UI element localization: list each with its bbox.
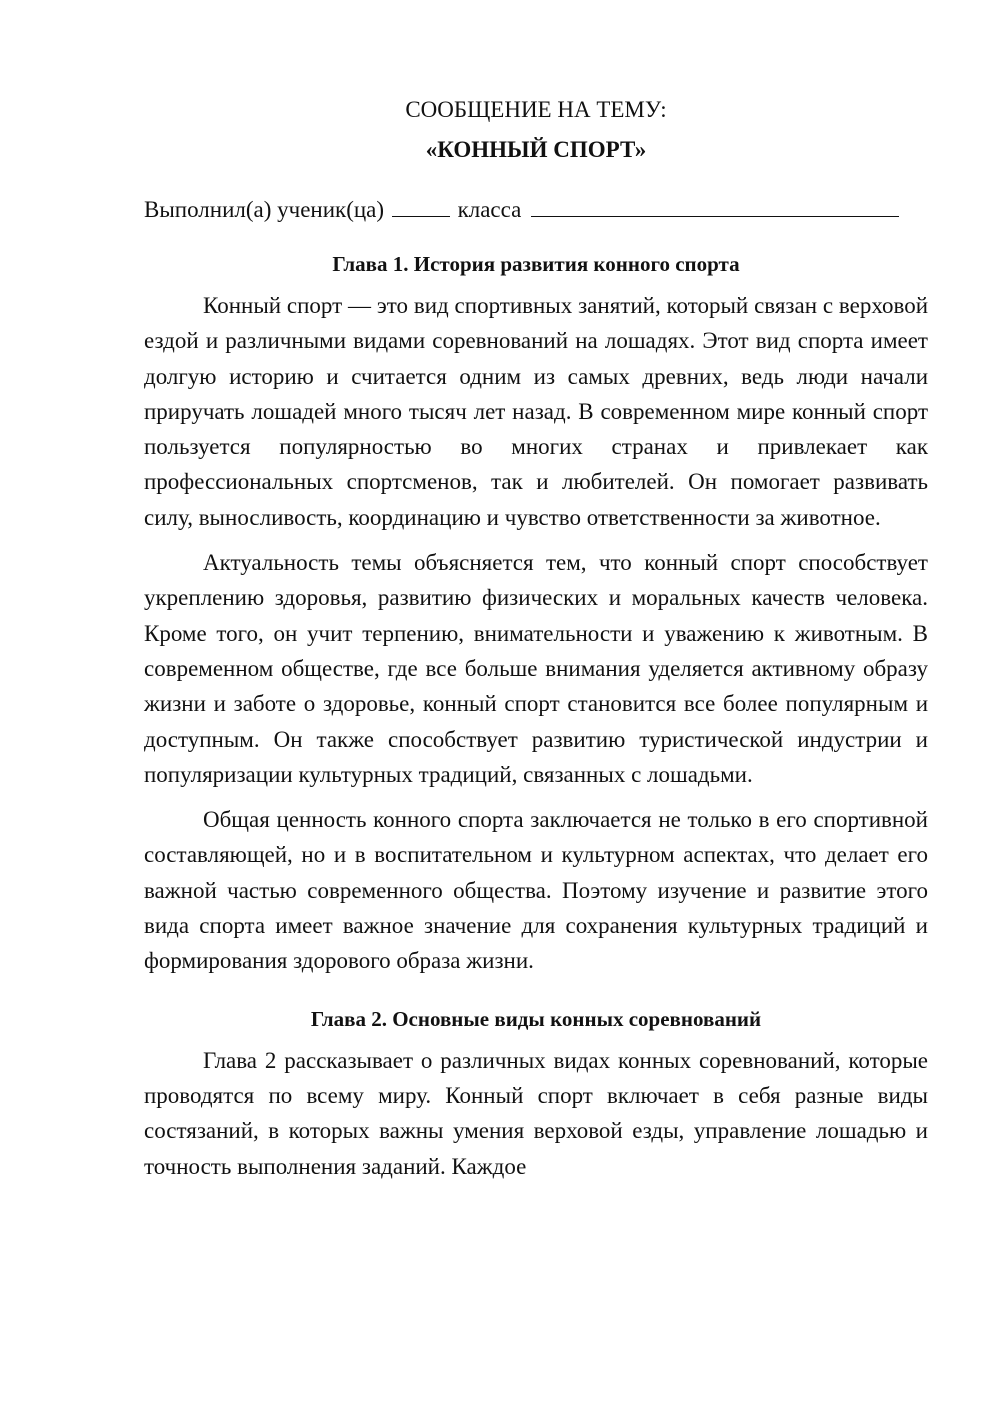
chapter-2-title: Глава 2. Основные виды конных соревнований xyxy=(310,1006,762,1031)
document-title: «КОННЫЙ СПОРТ» xyxy=(425,137,647,162)
author-line xyxy=(144,192,928,228)
author-prefix: Выполнил(а) ученик(ца) xyxy=(144,197,385,222)
document-header-line1: СООБЩЕНИЕ НА ТЕМУ: xyxy=(405,97,667,122)
author-class-label: класса xyxy=(457,197,522,222)
chapter-1-title: Глава 1. История развития конного спорта xyxy=(332,252,740,276)
chapter-1-paragraph: Актуальность темы объясняется тем, что конный спорт способствует укреплению здоровья, развитию физических и моральных качеств человека. Кроме того, он учит терпению, внимательности и уважению к животным. В современном обществе, где все больше внимания уделяется активному образу жизни и заботе о здоровье, конный спорт становится все более популярным и доступным. Он также способствует развитию туристической индустрии и популяризации культурных традиций, связанных с лошадьми. xyxy=(144,550,928,787)
chapter-1-paragraph: Общая ценность конного спорта заключается не только в его спортивной составляющей, но и в воспитательном и культурном аспектах, что делает его важной частью современного общества. Поэтому изучение и развитие этого вида спорта имеет важное значение для сохранения культурных традиций и формирования здорового образа жизни. xyxy=(144,807,928,974)
chapter-2-paragraph: Глава 2 рассказывает о различных видах конных соревнований, которые проводятся по всему миру. Конный спорт включает в себя разные виды состязаний, в которых важны умения верховой езды, управление лошадью и точность выполнения заданий. Каждое xyxy=(144,1047,928,1179)
author-name-blank xyxy=(531,194,899,217)
chapter-1-paragraph: Конный спорт — это вид спортивных занятий, который связан с верховой ездой и различными видами соревнований на лошадях. Этот вид спорта имеет долгую историю и считается одним из самых древних, ведь люди начали приручать лошадей много тысяч лет назад. В современном мире конный спорт пользуется популярностью во многих странах и привлекает как профессиональных спортсменов, так и любителей. Он помогает развивать силу, выносливость, координацию и чувство ответственности за животное. xyxy=(144,293,928,530)
class-number-blank xyxy=(392,194,450,217)
document-page xyxy=(144,92,928,1194)
